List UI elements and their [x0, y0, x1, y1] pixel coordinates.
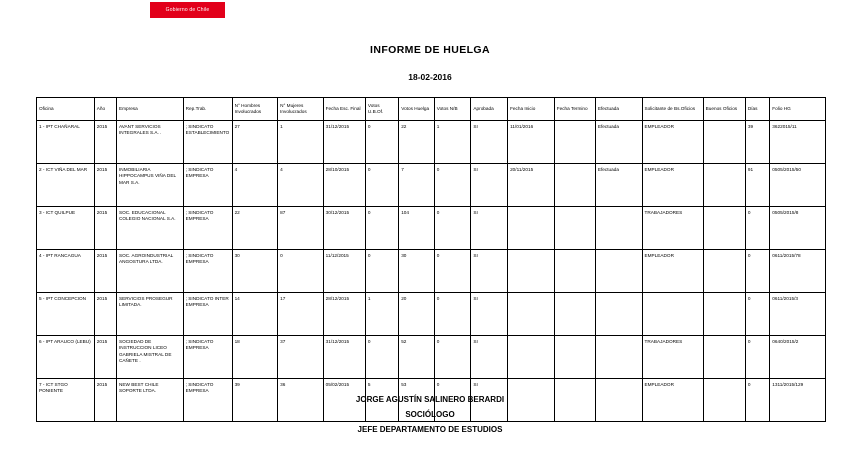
cell-fecha-termino: [554, 207, 595, 250]
cell-fecha-inicio: [508, 250, 555, 293]
cell-folio-hg: 1311/2015/129: [770, 379, 826, 422]
cell-empresa: NEW BEST CHILE SOPORTE LTDA.: [117, 379, 184, 422]
cell-aprobada: SI: [471, 207, 508, 250]
cell-dias: 0: [745, 336, 769, 379]
cell-votos-huelga: 52: [399, 336, 435, 379]
cell-votos-huelga: 20: [399, 293, 435, 336]
cell-anio: 2015: [94, 207, 116, 250]
cell-oficina: 3 - ICT QUILPUE: [37, 207, 95, 250]
cell-efectuada: [595, 293, 642, 336]
cell-dias: 0: [745, 293, 769, 336]
report-date: 18-02-2016: [408, 72, 452, 82]
cell-fecha-esc-final: 05/02/2015: [323, 379, 365, 422]
table-row: [37, 336, 826, 379]
cell-dias: 0: [745, 379, 769, 422]
cell-anio: 2015: [94, 336, 116, 379]
cell-n-hombres: 18: [232, 336, 278, 379]
cell-fecha-termino: [554, 293, 595, 336]
signatory-name: JORGE AGUSTÍN SALINERO BERARDI: [355, 395, 505, 404]
cell-solicitante: TRABAJADORES: [642, 207, 703, 250]
cell-empresa: SERVICIOS PROSEGUR LIMITADA.: [117, 293, 184, 336]
cell-fecha-termino: [554, 164, 595, 207]
cell-fecha-esc-final: 11/12/2015: [323, 250, 365, 293]
cell-solicitante: EMPLEADOR: [642, 121, 703, 164]
cell-votos-nb: 0: [434, 379, 471, 422]
cell-empresa: AVANT SERVICIOS INTEGRALES S.A. .: [117, 121, 184, 164]
column-header-empresa: Empresa: [117, 98, 184, 121]
cell-folio-hg: 0505/2015/8: [770, 207, 826, 250]
cell-oficina: 1 - IPT CHAÑARAL: [37, 121, 95, 164]
cell-empresa: SOC. EDUCACIONAL COLEGIO NACIONAL S.A.: [117, 207, 184, 250]
cell-empresa: INMOBILIARIA HIPPOCAMPUS VIÑA DEL MAR S.A.: [117, 164, 184, 207]
cell-aprobada: SI: [471, 121, 508, 164]
cell-efectuada: Efectuada: [595, 164, 642, 207]
cell-buenos-oficios: [703, 121, 745, 164]
signatory-role: SOCIÓLOGO: [405, 410, 455, 420]
cell-n-hombres: 4: [232, 164, 278, 207]
table-row: [37, 207, 826, 250]
cell-votos-nb: 0: [434, 293, 471, 336]
cell-votos-ubof: 5: [365, 379, 398, 422]
cell-votos-nb: 1: [434, 121, 471, 164]
cell-votos-nb: 0: [434, 250, 471, 293]
huelga-table-wrap: [36, 97, 826, 422]
table-body: [37, 121, 826, 422]
cell-buenos-oficios: [703, 336, 745, 379]
cell-folio-hg: 0505/2015/50: [770, 164, 826, 207]
cell-empresa: SOC. AGROINDUSTRIAL ANGOSTURA LTDA.: [117, 250, 184, 293]
cell-fecha-esc-final: 30/12/2015: [323, 207, 365, 250]
cell-solicitante: [642, 293, 703, 336]
cell-dias: 0: [745, 250, 769, 293]
page-title: INFORME DE HUELGA: [370, 44, 490, 56]
cell-fecha-termino: [554, 250, 595, 293]
cell-oficina: 5 - IPT CONCEPCION: [37, 293, 95, 336]
column-header-buenos-oficios: Buenos Oficios: [703, 98, 745, 121]
cell-votos-huelga: 104: [399, 207, 435, 250]
cell-anio: 2015: [94, 293, 116, 336]
cell-n-mujeres: 1: [278, 121, 324, 164]
huelga-table: [36, 97, 826, 422]
column-header-n-mujeres: N° Mujeres Involucrados: [278, 98, 324, 121]
cell-n-hombres: 14: [232, 293, 278, 336]
cell-rep-trab: ; SINDICATO EMPRESA: [183, 207, 232, 250]
column-header-solicitante: Solicitante de Bs.Oficios: [642, 98, 703, 121]
cell-folio-hg: 0611/2015/3: [770, 293, 826, 336]
cell-rep-trab: ; SINDICATO EMPRESA: [183, 250, 232, 293]
cell-fecha-esc-final: 28/10/2015: [323, 164, 365, 207]
column-header-votos-nb: Votos N/B: [434, 98, 471, 121]
cell-oficina: 7 - ICT STGO PONIENTE: [37, 379, 95, 422]
cell-dias: 39: [745, 121, 769, 164]
cell-n-mujeres: 87: [278, 207, 324, 250]
column-header-votos-huelga: Votos Huelga: [399, 98, 435, 121]
cell-anio: 2015: [94, 250, 116, 293]
column-header-rep-trab: Rep.Trab.: [183, 98, 232, 121]
cell-solicitante: EMPLEADOR: [642, 250, 703, 293]
cell-rep-trab: ; SINDICATO EMPRESA: [183, 379, 232, 422]
cell-efectuada: [595, 336, 642, 379]
cell-votos-nb: 0: [434, 336, 471, 379]
column-header-fecha-esc-final: Fecha Esc. Final: [323, 98, 365, 121]
cell-n-hombres: 39: [232, 379, 278, 422]
table-row: [37, 121, 826, 164]
cell-n-mujeres: 0: [278, 250, 324, 293]
table-row: [37, 250, 826, 293]
column-header-oficina: Oficina: [37, 98, 95, 121]
cell-fecha-inicio: 11/01/2016: [508, 121, 555, 164]
cell-votos-huelga: 30: [399, 250, 435, 293]
cell-oficina: 6 - IPT ARAUCO (LEBU): [37, 336, 95, 379]
cell-n-hombres: 30: [232, 250, 278, 293]
cell-aprobada: SI: [471, 336, 508, 379]
cell-dias: 0: [745, 207, 769, 250]
cell-votos-ubof: 0: [365, 336, 398, 379]
column-header-aprobada: Aprobada: [471, 98, 508, 121]
cell-folio-hg: 3622015/11: [770, 121, 826, 164]
cell-fecha-esc-final: 28/12/2015: [323, 293, 365, 336]
table-row: [37, 164, 826, 207]
cell-fecha-inicio: [508, 336, 555, 379]
cell-votos-nb: 0: [434, 207, 471, 250]
cell-votos-huelga: 22: [399, 121, 435, 164]
cell-solicitante: EMPLEADOR: [642, 379, 703, 422]
cell-aprobada: SI: [471, 164, 508, 207]
cell-buenos-oficios: [703, 250, 745, 293]
cell-rep-trab: ; SINDICATO EMPRESA: [183, 164, 232, 207]
cell-rep-trab: ; SINDICATO INTER EMPRESA: [183, 293, 232, 336]
cell-rep-trab: ; SINDICATO ESTABLECIMIENTO: [183, 121, 232, 164]
column-header-efectuada: Efectuada: [595, 98, 642, 121]
cell-buenos-oficios: [703, 293, 745, 336]
gobierno-de-chile-logo: [150, 0, 225, 18]
cell-aprobada: SI: [471, 293, 508, 336]
cell-oficina: 2 - ICT VIÑA DEL MAR: [37, 164, 95, 207]
cell-n-mujeres: 37: [278, 336, 324, 379]
column-header-fecha-termino: Fecha Termino: [554, 98, 595, 121]
cell-n-mujeres: 17: [278, 293, 324, 336]
cell-oficina: 4 - IPT RANCAGUA: [37, 250, 95, 293]
cell-votos-ubof: 0: [365, 207, 398, 250]
cell-solicitante: TRABAJADORES: [642, 336, 703, 379]
cell-votos-huelga: 7: [399, 164, 435, 207]
column-header-votos-ubof: Votos U.B.Of.: [365, 98, 398, 121]
cell-fecha-inicio: 20/11/2015: [508, 164, 555, 207]
column-header-fecha-inicio: Fecha Inicio: [508, 98, 555, 121]
cell-votos-nb: 0: [434, 164, 471, 207]
cell-votos-ubof: 0: [365, 250, 398, 293]
signature-block: [0, 392, 860, 438]
cell-dias: 91: [745, 164, 769, 207]
cell-anio: 2015: [94, 379, 116, 422]
cell-votos-ubof: 0: [365, 164, 398, 207]
cell-empresa: SOCIEDAD DE INSTRUCCION LICEO GABRIELA MISTRAL DE CAÑETE .: [117, 336, 184, 379]
cell-n-hombres: 22: [232, 207, 278, 250]
cell-fecha-inicio: [508, 207, 555, 250]
cell-votos-ubof: 0: [365, 121, 398, 164]
cell-buenos-oficios: [703, 207, 745, 250]
cell-rep-trab: ; SINDICATO EMPRESA: [183, 336, 232, 379]
signatory-department: JEFE DEPARTAMENTO DE ESTUDIOS: [357, 425, 503, 435]
table-row: [37, 293, 826, 336]
cell-efectuada: Efectuada: [595, 121, 642, 164]
cell-folio-hg: 0640/2015/2: [770, 336, 826, 379]
column-header-anio: Año: [94, 98, 116, 121]
cell-solicitante: EMPLEADOR: [642, 164, 703, 207]
cell-aprobada: SI: [471, 379, 508, 422]
column-header-folio-hg: Folio HG: [770, 98, 826, 121]
table-header: [37, 98, 826, 121]
cell-fecha-esc-final: 31/12/2015: [323, 336, 365, 379]
logo-label: Gobierno de Chile: [150, 2, 225, 18]
cell-folio-hg: 0611/2015/78: [770, 250, 826, 293]
cell-n-mujeres: 4: [278, 164, 324, 207]
cell-aprobada: SI: [471, 250, 508, 293]
cell-n-hombres: 27: [232, 121, 278, 164]
cell-votos-ubof: 1: [365, 293, 398, 336]
cell-anio: 2015: [94, 121, 116, 164]
cell-fecha-termino: [554, 121, 595, 164]
cell-fecha-termino: [554, 336, 595, 379]
cell-n-mujeres: 36: [278, 379, 324, 422]
cell-buenos-oficios: [703, 164, 745, 207]
cell-fecha-esc-final: 31/12/2015: [323, 121, 365, 164]
column-header-n-hombres: N° Hombres Involucrados: [232, 98, 278, 121]
cell-votos-huelga: 53: [399, 379, 435, 422]
cell-efectuada: [595, 250, 642, 293]
column-header-dias: Días: [745, 98, 769, 121]
cell-fecha-inicio: [508, 293, 555, 336]
cell-anio: 2015: [94, 164, 116, 207]
table-header-row: [37, 98, 826, 121]
cell-efectuada: [595, 207, 642, 250]
